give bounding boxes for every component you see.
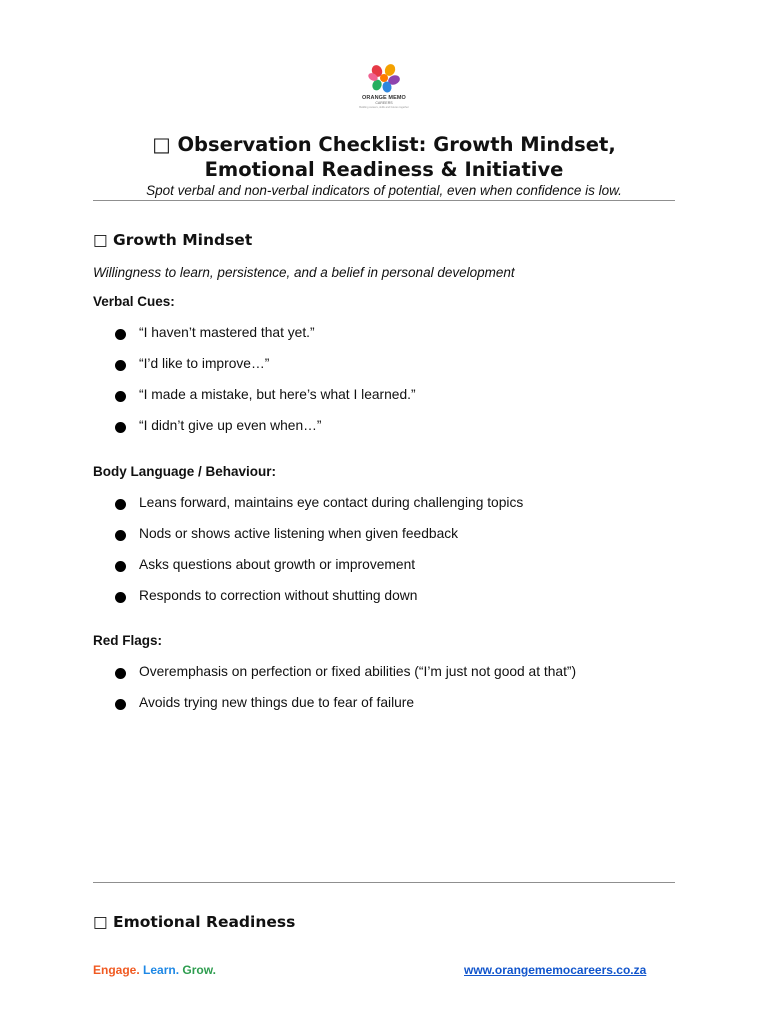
list-item-text: “I’d like to improve…” [139, 356, 270, 371]
list-item [115, 695, 576, 726]
body-language-list [115, 495, 523, 619]
body-language-label: Body Language / Behaviour: [93, 464, 277, 479]
bullet-icon [115, 499, 126, 510]
logo-sub: CAREERS [375, 101, 393, 105]
list-item-text: “I haven’t mastered that yet.” [139, 325, 315, 340]
list-item-text: Overemphasis on perfection or fixed abilities (“I’m just not good at that”) [139, 664, 577, 679]
title-line-2: Emotional Readiness & Initiative [204, 158, 564, 181]
orange-memo-logo [354, 62, 414, 120]
list-item-text: Asks questions about growth or improvement [139, 557, 416, 572]
list-item [115, 356, 416, 387]
footer-grow: Grow. [182, 963, 216, 977]
list-item [115, 664, 576, 695]
list-item [115, 588, 523, 619]
bullet-icon [115, 561, 126, 572]
growth-mindset-intro: Willingness to learn, persistence, and a belief in personal development [93, 265, 515, 280]
emotional-readiness-heading: □ Emotional Readiness [93, 913, 296, 931]
section-divider [93, 882, 675, 883]
list-item-text: Responds to correction without shutting down [139, 588, 418, 603]
red-flags-label: Red Flags: [93, 633, 163, 648]
list-item [115, 526, 523, 557]
document-title [93, 132, 675, 182]
footer-learn: Learn. [143, 963, 180, 977]
bullet-icon [115, 592, 126, 603]
list-item [115, 495, 523, 526]
bullet-icon [115, 530, 126, 541]
website-link[interactable]: www.orangememocareers.co.za [464, 963, 647, 977]
verbal-cues-list [115, 325, 416, 449]
document-subtitle: Spot verbal and non-verbal indicators of potential, even when confidence is low. [146, 183, 622, 198]
footer-engage: Engage. [93, 963, 140, 977]
bullet-icon [115, 668, 126, 679]
logo-handprints-icon [367, 62, 401, 94]
title-divider [93, 200, 675, 201]
list-item-text: Avoids trying new things due to fear of failure [139, 695, 415, 710]
list-item [115, 418, 416, 449]
growth-mindset-heading: □ Growth Mindset [93, 231, 253, 249]
footer-tagline [93, 963, 216, 977]
bullet-icon [115, 329, 126, 340]
list-item [115, 557, 523, 588]
bullet-icon [115, 360, 126, 371]
list-item-text: Leans forward, maintains eye contact during challenging topics [139, 495, 524, 510]
list-item [115, 325, 416, 356]
bullet-icon [115, 391, 126, 402]
logo-name: ORANGE MEMO [362, 95, 406, 101]
bullet-icon [115, 422, 126, 433]
bullet-icon [115, 699, 126, 710]
logo-tagline: Building careers, skills and futures together [359, 106, 409, 109]
list-item-text: “I didn’t give up even when…” [139, 418, 322, 433]
title-line-1: □ Observation Checklist: Growth Mindset, [152, 133, 616, 156]
list-item-text: “I made a mistake, but here’s what I learned.” [139, 387, 416, 402]
list-item [115, 387, 416, 418]
verbal-cues-label: Verbal Cues: [93, 294, 175, 309]
red-flags-list [115, 664, 576, 726]
list-item-text: Nods or shows active listening when given feedback [139, 526, 459, 541]
